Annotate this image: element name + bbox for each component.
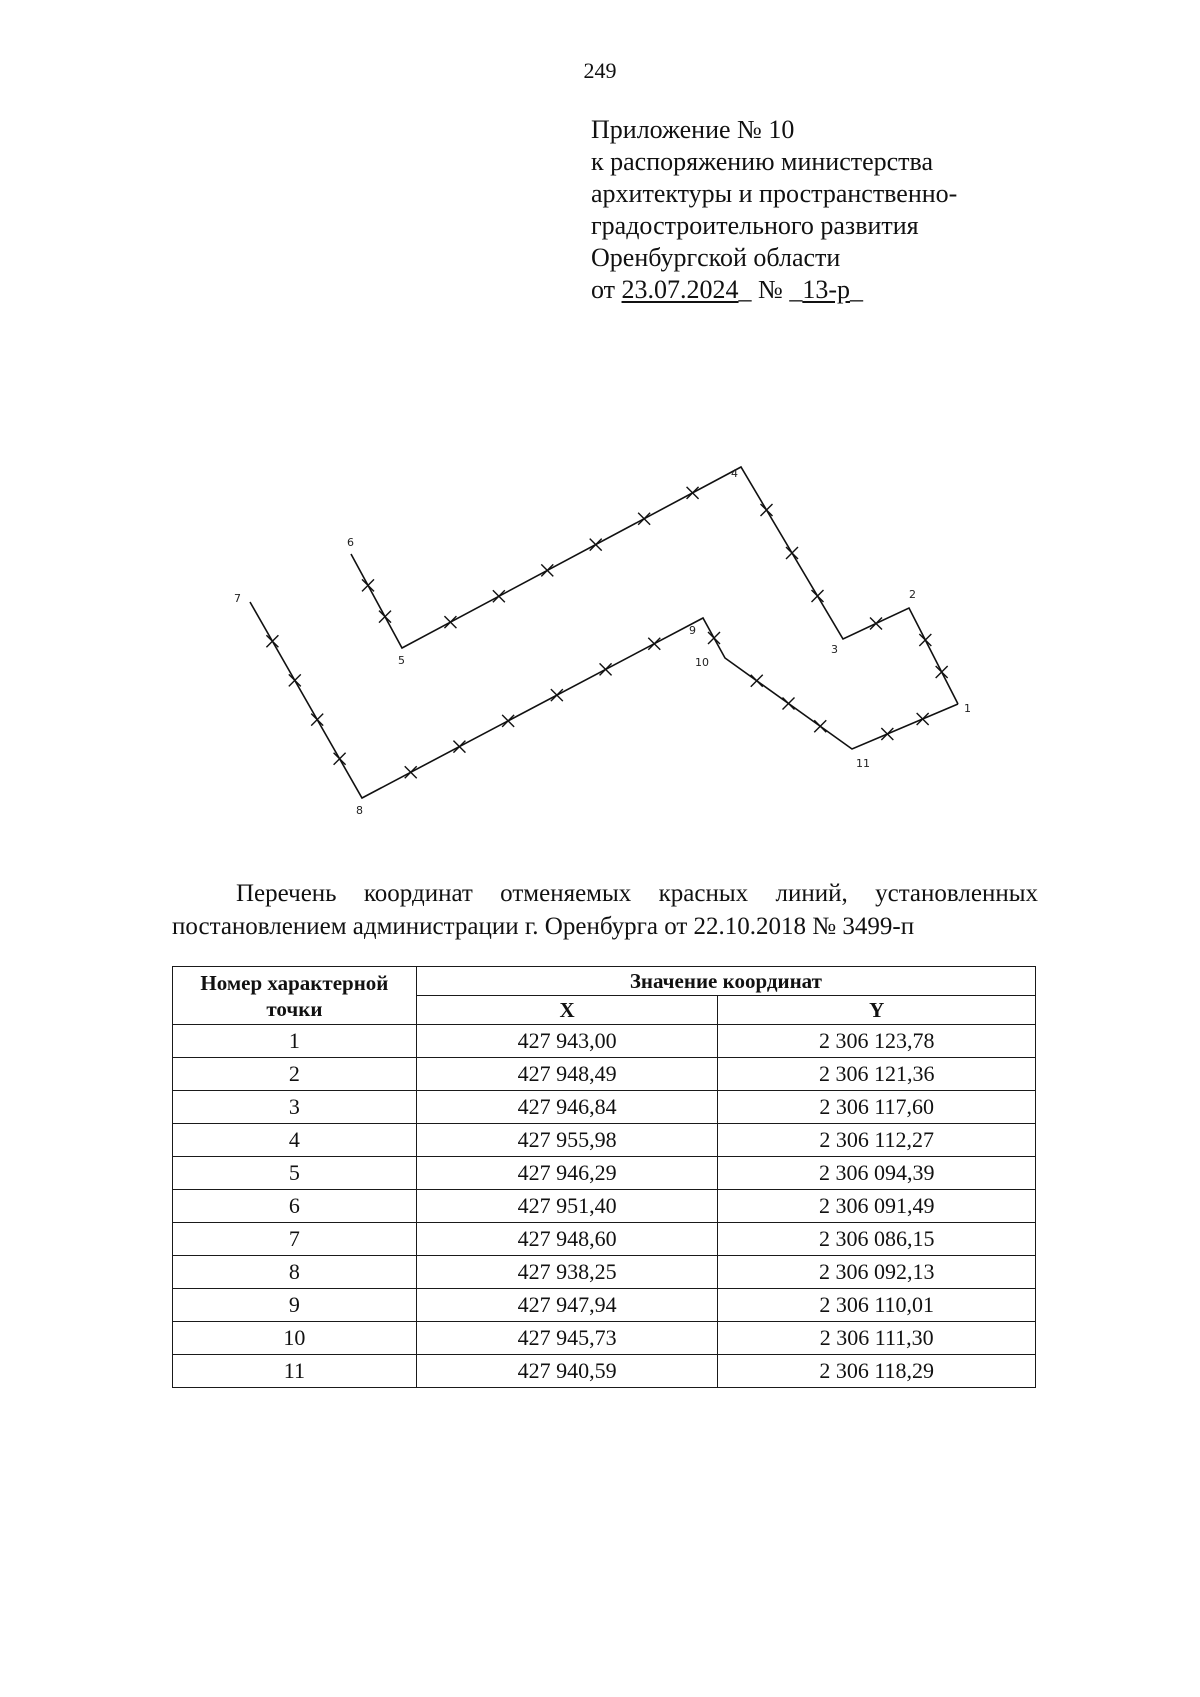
x-coordinate-cell: 427 943,00 [416,1025,718,1058]
point-number-cell: 11 [173,1355,417,1388]
point-number-cell: 3 [173,1091,417,1124]
point-number-cell: 8 [173,1256,417,1289]
point-number-cell: 4 [173,1124,417,1157]
point-number-cell: 6 [173,1190,417,1223]
table-row [173,1190,1036,1223]
appendix-header [591,114,957,306]
y-coordinate-cell: 2 306 117,60 [718,1091,1036,1124]
point-number-cell: 2 [173,1058,417,1091]
appendix-line: к распоряжению министерства [591,147,934,176]
point-label: 10 [695,656,709,669]
y-coordinate-cell: 2 306 086,15 [718,1223,1036,1256]
red-line [351,467,958,704]
x-coordinate-cell: 427 948,60 [416,1223,718,1256]
table-row [173,1058,1036,1091]
coordinates-table [172,966,1036,1388]
appendix-title: Приложение № 10 [591,115,795,144]
y-coordinate-cell: 2 306 092,13 [718,1256,1036,1289]
x-coordinate-cell: 427 948,49 [416,1058,718,1091]
order-number: 13-р [802,275,851,304]
coordinates-list-title: Перечень координат отменяемых красных линий, установленных постановлением администрации г. Оренбурга от 22.10.2018 № 3499-п [172,880,1038,940]
appendix-line: архитектуры и пространственно- [591,179,958,208]
point-label: 11 [856,757,870,770]
y-coordinate-cell: 2 306 112,27 [718,1124,1036,1157]
page-number: 249 [583,58,617,83]
x-coordinate-cell: 427 951,40 [416,1190,718,1223]
x-coordinate-cell: 427 940,59 [416,1355,718,1388]
x-coordinate-cell: 427 955,98 [416,1124,718,1157]
point-label: 9 [689,624,696,637]
y-coordinate-cell: 2 306 110,01 [718,1289,1036,1322]
header-y: Y [718,996,1036,1025]
table-row [173,1355,1036,1388]
appendix-line: градостроительного развития [591,211,919,240]
point-label: 3 [831,643,838,656]
header-coordinate-values: Значение координат [416,967,1035,996]
table-row [173,1157,1036,1190]
header-x: X [416,996,718,1025]
point-label: 4 [731,467,738,480]
x-coordinate-cell: 427 946,29 [416,1157,718,1190]
point-label: 5 [398,654,405,667]
y-coordinate-cell: 2 306 111,30 [718,1322,1036,1355]
y-coordinate-cell: 2 306 118,29 [718,1355,1036,1388]
point-label: 7 [234,592,241,605]
point-number-cell: 1 [173,1025,417,1058]
point-label: 2 [909,588,916,601]
point-number-cell: 10 [173,1322,417,1355]
y-coordinate-cell: 2 306 123,78 [718,1025,1036,1058]
header-point-number: Номер характерной точки [173,967,417,1025]
table-row [173,1289,1036,1322]
point-label: 1 [964,702,971,715]
table-row [173,1256,1036,1289]
x-coordinate-cell: 427 946,84 [416,1091,718,1124]
appendix-line: Оренбургской области [591,243,841,272]
point-label: 6 [347,536,354,549]
point-label: 8 [356,804,363,817]
table-row [173,1025,1036,1058]
y-coordinate-cell: 2 306 121,36 [718,1058,1036,1091]
table-row [173,1091,1036,1124]
appendix-date-number: от 23.07.2024_ № _13-р_ [591,275,864,304]
y-coordinate-cell: 2 306 091,49 [718,1190,1036,1223]
y-coordinate-cell: 2 306 094,39 [718,1157,1036,1190]
x-coordinate-cell: 427 945,73 [416,1322,718,1355]
table-row [173,1223,1036,1256]
point-number-cell: 7 [173,1223,417,1256]
point-number-cell: 5 [173,1157,417,1190]
point-number-cell: 9 [173,1289,417,1322]
order-date: 23.07.2024 [621,275,739,304]
red-lines-scheme [0,440,1200,840]
x-coordinate-cell: 427 947,94 [416,1289,718,1322]
red-line [250,602,958,798]
table-row [173,1124,1036,1157]
x-coordinate-cell: 427 938,25 [416,1256,718,1289]
table-row [173,1322,1036,1355]
